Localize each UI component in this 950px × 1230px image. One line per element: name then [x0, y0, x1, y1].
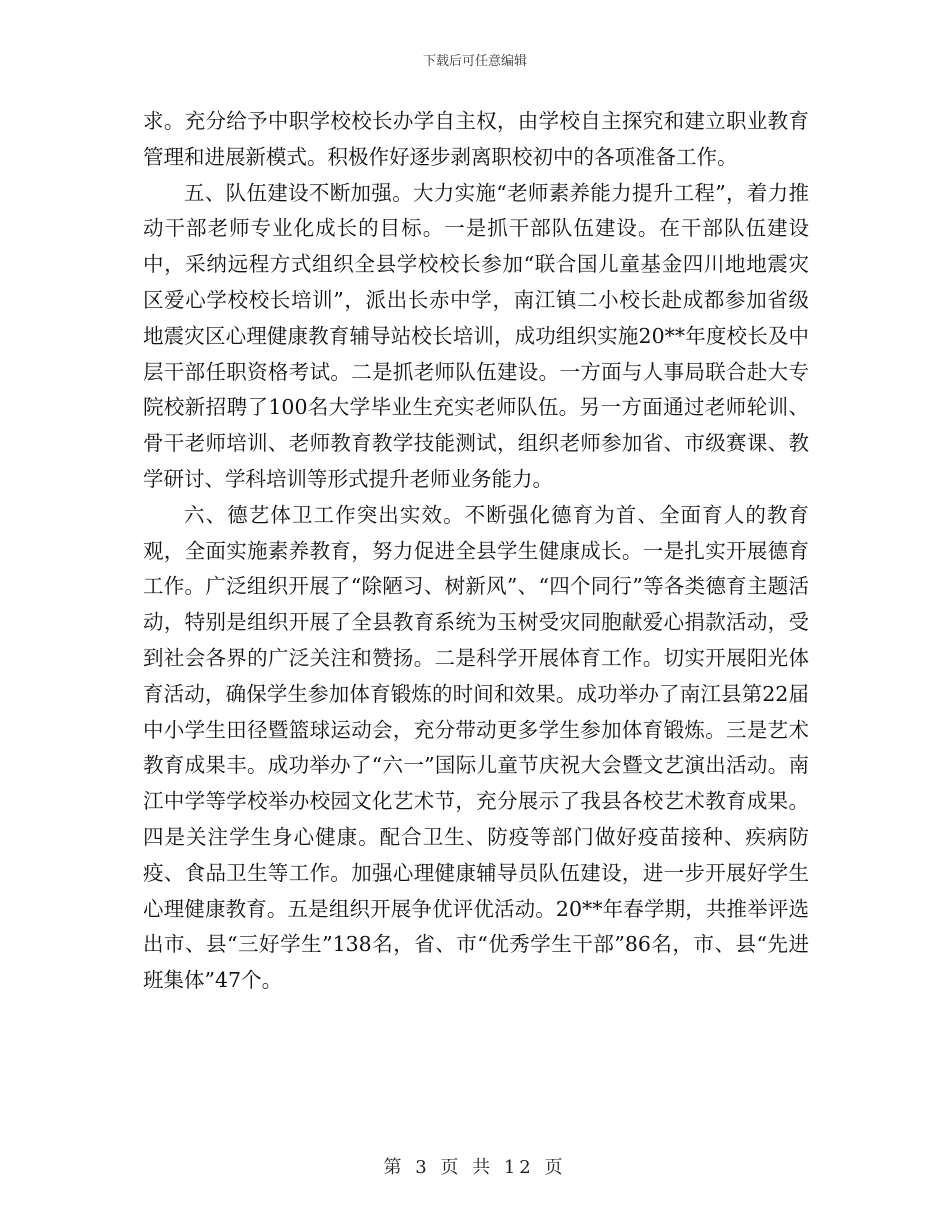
paragraph-continuation: 求。充分给予中职学校校长办学自主权，由学校自主探究和建立职业教育管理和进展新模式。积极作好逐步剥离职校初中的各项准备工作。 [143, 109, 809, 169]
page-header: 下载后可任意编辑 [422, 54, 527, 69]
page-number-footer: 第 3 页 共 12 页 [383, 1157, 567, 1178]
paragraph-team-building: 五、队伍建设不断加强。大力实施“老师素养能力提升工程”，着力推动干部老师专业化成长的目标。一是抓干部队伍建设。在干部队伍建设中，采纳远程方式组织全县学校校长参加“联合国儿童基金四川地地震灾区爱心学校校长培训”，派出长赤中学，南江镇二小校长赴成都参加省级地震灾区心理健康教育辅导站校长培训，成功组织实施20**年度校长及中层干部任职资格考试。二是抓老师队伍建设。一方面与人事局联合赴大专院校新招聘了100名大学毕业生充实老师队伍。另一方面通过老师轮训、骨干老师培训、老师教育教学技能测试，组织老师参加省、市级赛课、教学研讨、学科培训等形式提升老师业务能力。 [143, 180, 809, 491]
document-body [143, 104, 809, 999]
paragraph-moral-arts-sports: 六、德艺体卫工作突出实效。不断强化德育为首、全面育人的教育观，全面实施素养教育，努力促进全县学生健康成长。一是扎实开展德育工作。广泛组织开展了“除陋习、树新风”、“四个同行”等各类德育主题活动，特别是组织开展了全县教育系统为玉树受灾同胞献爱心捐款活动，受到社会各界的广泛关注和赞扬。二是科学开展体育工作。切实开展阳光体育活动，确保学生参加体育锻炼的时间和效果。成功举办了南江县第22届中小学生田径暨篮球运动会，充分带动更多学生参加体育锻炼。三是艺术教育成果丰。成功举办了“六一”国际儿童节庆祝大会暨文艺演出活动。南江中学等学校举办校园文化艺术节，充分展示了我县各校艺术教育成果。四是关注学生身心健康。配合卫生、防疫等部门做好疫苗接种、疾病防疫、食品卫生等工作。加强心理健康辅导员队伍建设，进一步开展好学生心理健康教育。五是组织开展争优评优活动。20**年春学期，共推举评选出市、县“三好学生”138名，省、市“优秀学生干部”86名，市、县“先进班集体”47个。 [143, 502, 809, 993]
